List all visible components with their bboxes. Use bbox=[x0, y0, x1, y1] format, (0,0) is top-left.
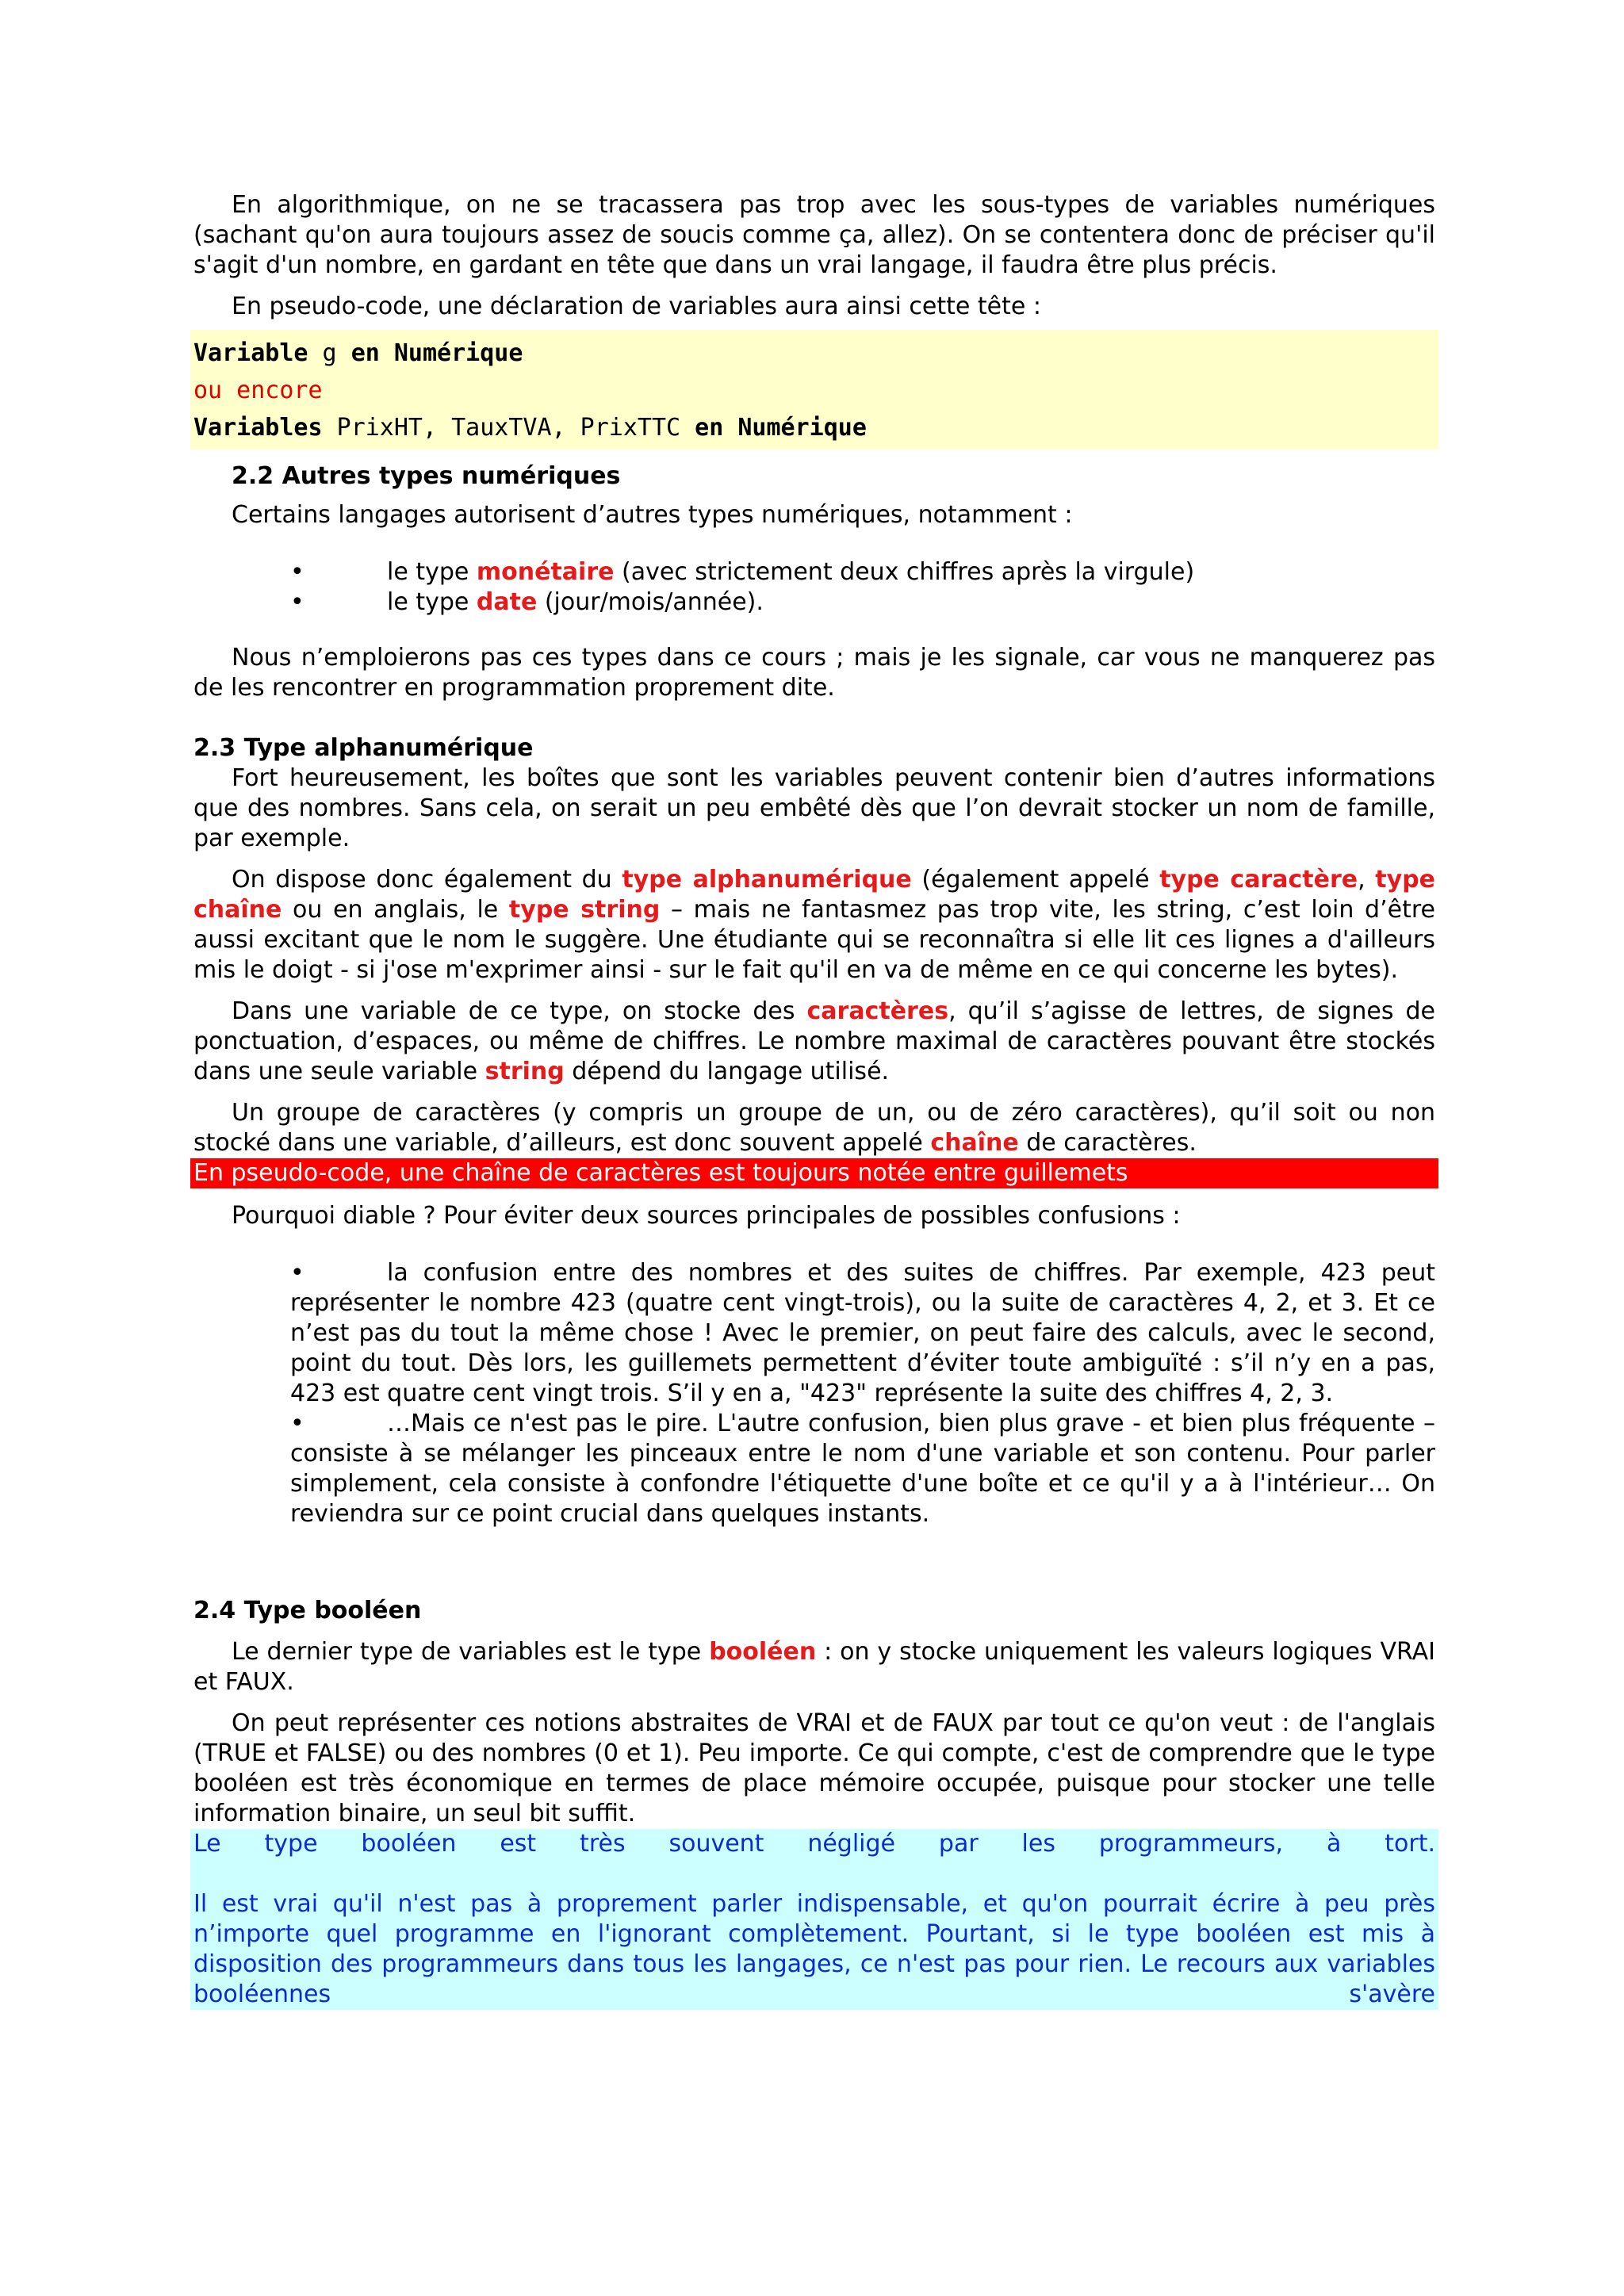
highlight-red-bar: En pseudo-code, une chaîne de caractères est toujours notée entre guillemets bbox=[190, 1158, 1438, 1188]
paragraph-2-4-2: On peut représenter ces notions abstraites de VRAI et de FAUX par tout ce qu'on veut : de l'anglais (TRUE et FALSE) ou des nombres (0 et 1). Peu importe. Ce qui compte, c'est de comprendre que le type booléen est très économique en termes de place mémoire occupée, puisque pour stocker une telle information binaire, un seul bit suffit. bbox=[193, 1709, 1435, 1827]
paragraph-2-3-3: Dans une variable de ce type, on stocke des caractères, qu’il s’agisse de lettres, de signes de ponctuation, d’espaces, ou même de chiffres. Le nombre maximal de caractères pouvant être stockés dans une seule variable string dépend du langage utilisé. bbox=[193, 997, 1436, 1085]
paragraph-pseudocode-intro: En pseudo-code, une déclaration de variables aura ainsi cette tête : bbox=[232, 293, 1041, 320]
code-line-1: Variable g en Numérique bbox=[193, 339, 523, 367]
bullet-icon: • bbox=[290, 1410, 304, 1437]
paragraph-numeric-intro: En algorithmique, on ne se tracassera pas trop avec les sous-types de variables numériques (sachant qu'on aura toujours assez de soucis comme ça, allez). On se contentera donc de préciser qu'il s'agit d'un nombre, en gardant en tête que dans un vrai langage, il faudra être plus précis. bbox=[193, 191, 1435, 279]
bullet-icon: • bbox=[290, 588, 304, 616]
list-item: • le type monétaire (avec strictement deux chiffres après la virgule) bbox=[290, 558, 1195, 586]
list-confusions bbox=[290, 1258, 1435, 1529]
paragraph-2-3-5: Pourquoi diable ? Pour éviter deux sources principales de possibles confusions : bbox=[232, 1202, 1181, 1230]
heading-2-3: 2.3 Type alphanumérique bbox=[193, 734, 534, 762]
bullet-icon: • bbox=[290, 1259, 304, 1287]
blue-line-1: Le type booléen est très souvent négligé par les programmeurs, à tort. bbox=[193, 1830, 1435, 1858]
code-line-2: ou encore bbox=[193, 377, 323, 404]
paragraph-2-4-1: Le dernier type de variables est le type booléen : on y stocke uniquement les valeurs logiques VRAI et FAUX. bbox=[193, 1638, 1436, 1696]
paragraph-2-3-4: Un groupe de caractères (y compris un groupe de un, ou de zéro caractères), qu’il soit ou non stocké dans une variable, d’ailleurs, est donc souvent appelé chaîne de caractères. bbox=[193, 1099, 1435, 1157]
paragraph-2-3-2: On dispose donc également du type alphanumérique (également appelé type caractère, type chaîne ou en anglais, le type string – mais ne fantasmez pas trop vite, les string, c’est loin d’être aussi excitant que le nom le suggère. Une étudiante qui se reconnaîtra si elle lit ces lignes a d'ailleurs mis le doigt - si j'ose m'exprimer ainsi - sur le fait qu'il en va de même en ce qui concerne les bytes). bbox=[193, 866, 1436, 984]
paragraph-2-2-after: Nous n’emploierons pas ces types dans ce cours ; mais je les signale, car vous ne manquerez pas de les rencontrer en programmation proprement dite. bbox=[193, 644, 1435, 702]
code-block bbox=[190, 330, 1438, 450]
heading-2-2: 2.2 Autres types numériques bbox=[232, 462, 621, 490]
blue-paragraph: Il est vrai qu'il n'est pas à proprement parler indispensable, et qu'on pourrait écrire à peu près n’importe quel programme en l'ignorant complètement. Pourtant, si le type booléen est mis à disposition des programmeurs dans tous les langages, ce n'est pas pour rien. Le recours aux variables booléennes s'avère bbox=[193, 1890, 1435, 2008]
code-line-3: Variables PrixHT, TauxTVA, PrixTTC en Numérique bbox=[193, 414, 867, 442]
paragraph-2-3-1: Fort heureusement, les boîtes que sont les variables peuvent contenir bien d’autres informations que des nombres. Sans cela, on serait un peu embêté dès que l’on devrait stocker un nom de famille, par exemple. bbox=[193, 764, 1435, 852]
list-item: • la confusion entre des nombres et des suites de chiffres. Par exemple, 423 peut représenter le nombre 423 (quatre cent vingt-trois), ou la suite de caractères 4, 2, et 3. Et ce n’est pas du tout la même chose ! Avec le premier, on peut faire des calculs, avec le second, point du tout. Dès lors, les guillemets permettent d’éviter toute ambiguïté : s’il n’y en a pas, 423 est quatre cent vingt trois. S’il y en a, "423" représente la suite des chiffres 4, 2, 3. bbox=[290, 1259, 1435, 1407]
bullet-icon: • bbox=[290, 558, 304, 586]
paragraph-2-2-intro: Certains langages autorisent d’autres types numériques, notamment : bbox=[232, 501, 1073, 529]
list-item: • le type date (jour/mois/année). bbox=[290, 588, 764, 616]
highlight-blue-box bbox=[190, 1829, 1438, 2010]
list-item: • …Mais ce n'est pas le pire. L'autre confusion, bien plus grave - et bien plus fréquente – consiste à se mélanger les pinceaux entre le nom d'une variable et son contenu. Pour parler simplement, cela consiste à confondre l'étiquette d'une boîte et ce qu'il y a à l'intérieur… On reviendra sur ce point crucial dans quelques instants. bbox=[290, 1410, 1435, 1528]
heading-2-4: 2.4 Type booléen bbox=[193, 1597, 422, 1624]
document-page bbox=[193, 0, 1435, 2010]
list-numeric-types bbox=[193, 557, 1435, 618]
